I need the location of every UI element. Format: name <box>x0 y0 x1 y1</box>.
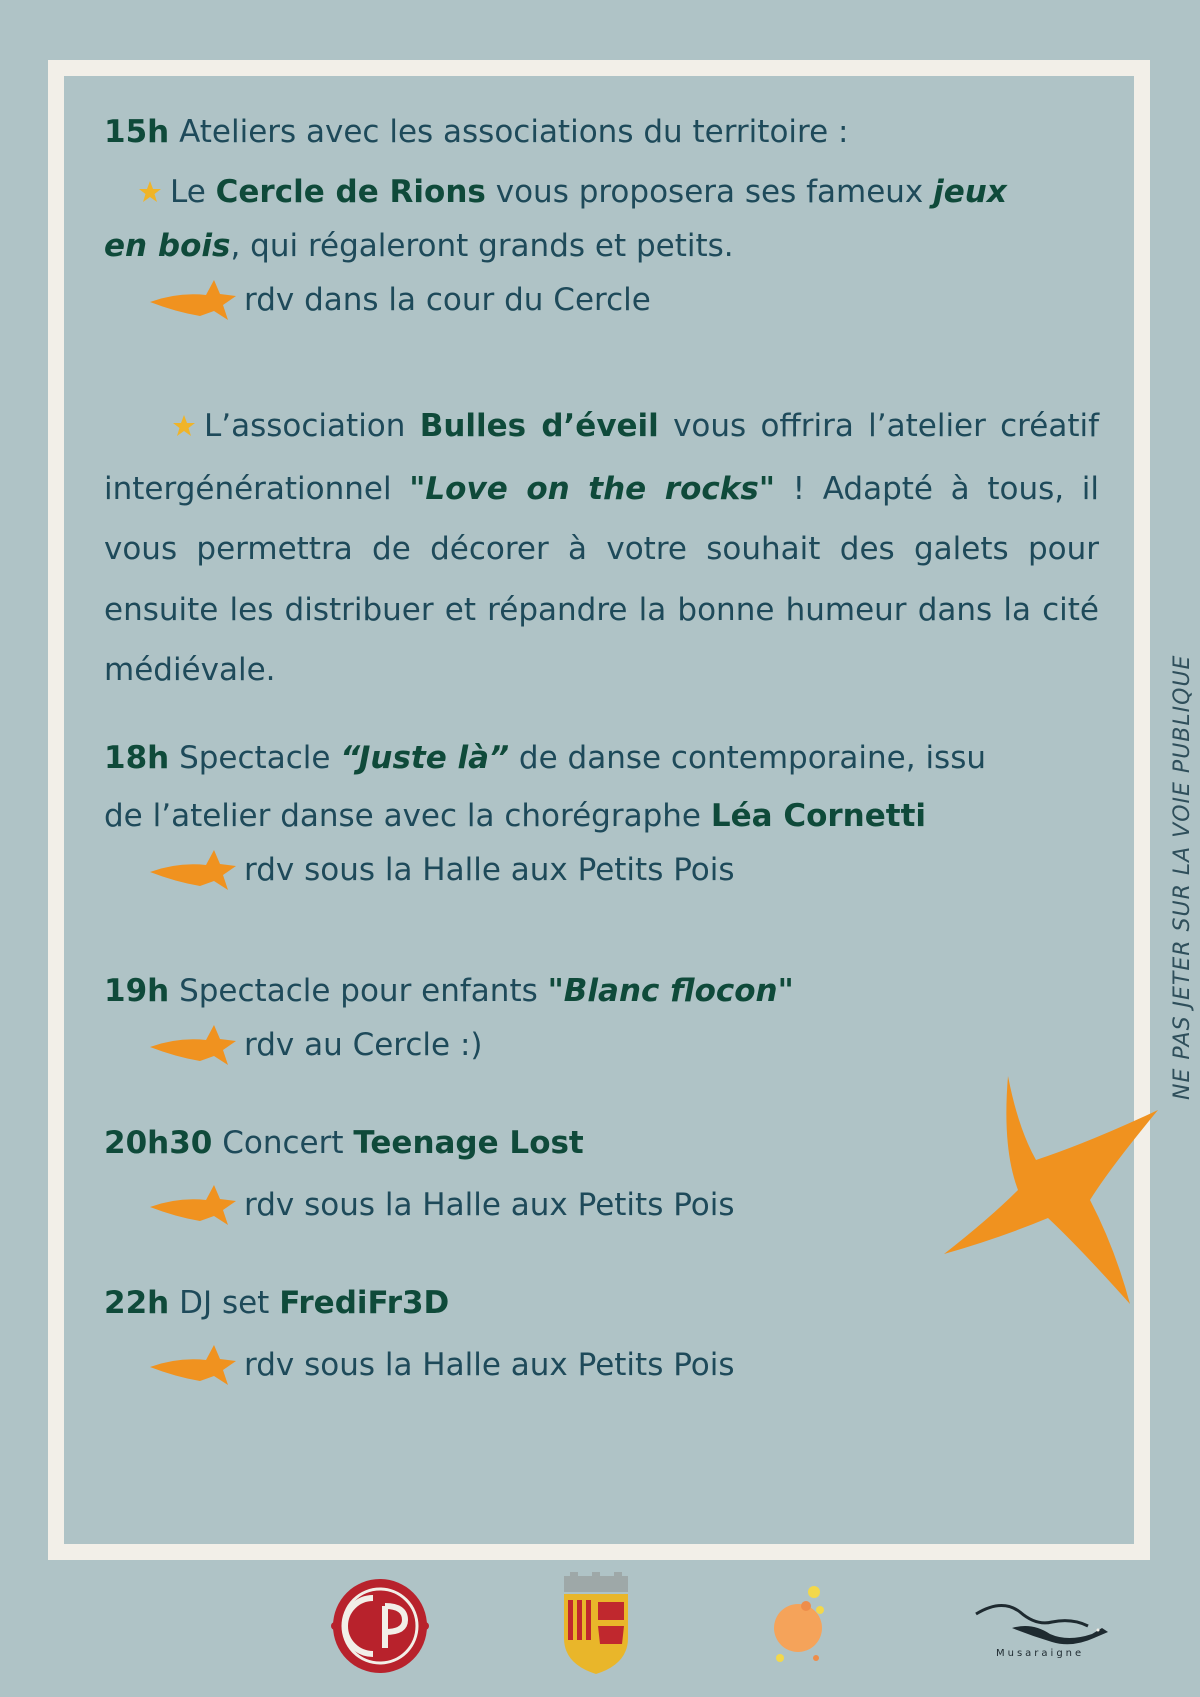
association-name: Cercle de Rions <box>215 174 486 211</box>
program-item-20h30: 20h30 Concert Teenage Lost <box>104 1124 584 1161</box>
program-item-18h: 18h Spectacle “Juste là” de danse contemporaine, issu <box>104 740 987 777</box>
program-content: 15h Ateliers avec les associations du territoire : Le Cercle de Rions vous proposera ses fameux jeux en bois, qui régaleront grands et petits. rdv dans la cour du Cercle L’association Bulles d’éveil vous offrira l’atelier créatif intergénérationnel "Love on the rocks" ! Adapté à tous, il vous permettra de décorer à votre souhait des galets pour ensuite les distribuer et répandre la bonne humeur dans la cité médiévale. 18h Spectacle “Juste là” de danse contemporaine, issu de l’atelier danse avec la chorégraphe Léa Cornetti rdv sous la Halle aux Petits Pois 19h Spectacle pour enfants "Blanc flocon" rdv au Cercle :) 20h30 Concert Teenage Lost rdv sous la Halle aux Petits Pois 22h DJ set FrediFr3D rdv sous la Halle aux Petits Pois <box>104 108 1104 1389</box>
time-label: 19h <box>104 972 170 1009</box>
show-title: "Blanc flocon" <box>547 972 794 1009</box>
rdv-text: rdv sous la Halle aux Petits Pois <box>244 1346 735 1383</box>
time-label: 18h <box>104 740 170 777</box>
rdv-text: rdv au Cercle :) <box>244 1026 483 1063</box>
rdv-text: rdv sous la Halle aux Petits Pois <box>244 1186 735 1223</box>
association-name: Bulles d’éveil <box>419 408 659 445</box>
choreographer-name: Léa Cornetti <box>710 798 927 835</box>
rdv-line <box>104 846 1104 894</box>
musaraigne-label: Musaraigne <box>996 1648 1085 1659</box>
cercle-paragraph: Le Cercle de Rions vous proposera ses fameux jeux <box>104 168 1103 218</box>
shooting-star-icon <box>148 1183 238 1227</box>
partner-logos <box>0 1570 1200 1680</box>
time-label: 15h <box>104 114 170 150</box>
star-icon <box>138 398 196 458</box>
bulles-eveil-logo <box>768 1578 828 1674</box>
bulles-paragraph: L’association Bulles d’éveil vous offrira l’atelier créatif intergénérationnel "Love on the rocks" ! Adapté à tous, il vous permettra de décorer à votre souhait des galets pour ensuite les distribuer et répandre la bonne humeur dans la cité médiévale. <box>104 396 1099 700</box>
band-name: Teenage Lost <box>353 1124 584 1161</box>
big-star-icon <box>940 1068 1180 1308</box>
item-intro: Ateliers avec les associations du territoire : <box>179 114 849 150</box>
cercle-logo <box>325 1576 435 1676</box>
musaraigne-logo <box>972 1592 1116 1648</box>
show-title: “Juste là” <box>340 740 510 777</box>
rdv-text: rdv dans la cour du Cercle <box>244 282 651 319</box>
workshop-title: "Love on the rocks" <box>409 470 775 507</box>
time-label: 20h30 <box>104 1124 213 1161</box>
shooting-star-icon <box>148 1343 238 1387</box>
rdv-text: rdv sous la Halle aux Petits Pois <box>244 852 735 889</box>
side-notice: NE PAS JETER SUR LA VOIE PUBLIQUE <box>1170 654 1195 1100</box>
rdv-line <box>104 1021 1104 1069</box>
shooting-star-icon <box>148 278 238 322</box>
program-item-22h: 22h DJ set FrediFr3D <box>104 1284 450 1321</box>
program-item-19h: 19h Spectacle pour enfants "Blanc flocon" <box>104 972 794 1009</box>
star-icon <box>138 170 162 218</box>
time-label: 22h <box>104 1284 170 1321</box>
program-item-15h <box>104 108 1104 156</box>
rdv-line <box>104 1341 1104 1389</box>
dj-name: FrediFr3D <box>279 1284 450 1321</box>
shooting-star-icon <box>148 848 238 892</box>
cercle-paragraph-cont: en bois, qui régaleront grands et petits. <box>104 228 734 265</box>
shooting-star-icon <box>148 1023 238 1067</box>
town-crest-logo <box>558 1572 634 1676</box>
rdv-line <box>104 276 1104 324</box>
